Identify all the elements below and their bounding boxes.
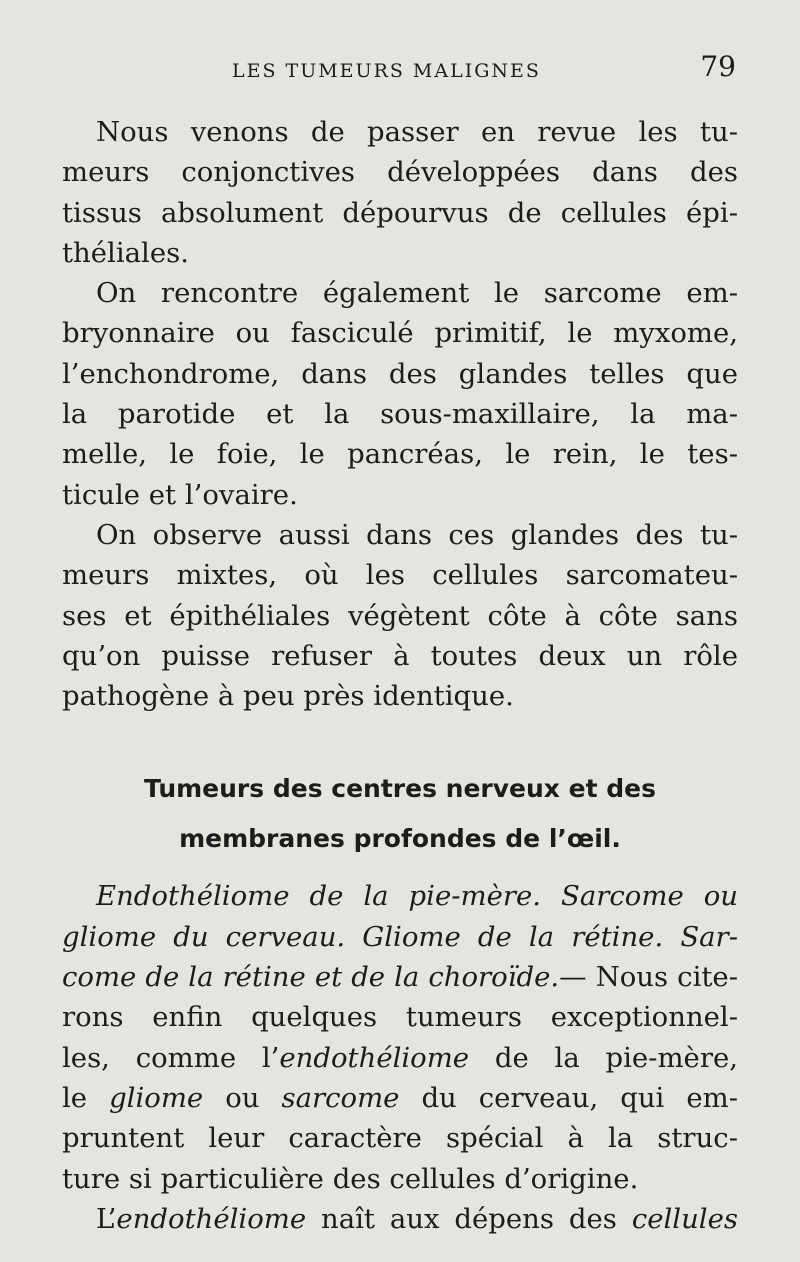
text-line: pathogène à peu près identique.	[62, 680, 514, 713]
text-line: On rencontre également le sarcome em-	[96, 277, 738, 310]
text-run: de la pie-mère,	[469, 1041, 738, 1074]
italic-run: endothéliome	[116, 1202, 307, 1235]
section-heading	[62, 764, 738, 864]
text-line: Nous venons de passer en revue les tu-	[96, 116, 738, 148]
text-line	[62, 957, 738, 997]
text-run: les, comme l’	[62, 1041, 280, 1074]
text-line: rons enfin quelques tumeurs exceptionnel-	[62, 1001, 738, 1034]
text-line: la parotide et la sous-maxillaire, la ma-	[62, 398, 738, 431]
text-run: naît aux dépens des	[306, 1202, 632, 1235]
text-line: meurs mixtes, où les cellules sarcomateu-	[62, 559, 738, 592]
page-body	[62, 112, 738, 1239]
text-run: du cerveau, qui em-	[399, 1081, 738, 1114]
page-number: 79	[700, 50, 736, 83]
text-line: On observe aussi dans ces glandes des tu-	[96, 518, 738, 551]
text-line: théliales.	[62, 236, 189, 269]
italic-run: gliome	[109, 1081, 204, 1114]
italic-run: endothéliome	[279, 1041, 470, 1074]
section-spacer	[62, 716, 738, 764]
text-line: l’enchondrome, dans des glandes telles que	[62, 357, 738, 390]
text-line: gliome du cerveau. Gliome de la rétine. Sar-	[62, 920, 738, 953]
text-line: ses et épithéliales végètent côte à côte sans	[62, 599, 738, 632]
text-line	[62, 1038, 738, 1078]
paragraph	[62, 515, 738, 716]
text-run: le	[62, 1081, 110, 1114]
paragraph	[62, 876, 738, 1198]
paragraph	[62, 273, 738, 515]
paragraph	[62, 112, 738, 273]
text-run: ou	[203, 1081, 282, 1114]
text-line: bryonnaire ou fasciculé primitif, le myxome,	[62, 317, 738, 350]
text-line: ticule et l’ovaire.	[62, 478, 298, 511]
italic-run: sarcome	[281, 1081, 400, 1114]
text-line: Endothéliome de la pie-mère. Sarcome ou	[96, 880, 738, 913]
text-run: L’	[96, 1202, 117, 1235]
text-line: tissus absolument dépourvus de cellules épi-	[62, 196, 738, 229]
text-line: melle, le foie, le pancréas, le rein, le tes-	[62, 438, 738, 471]
section-title-line: membranes profondes de l’œil.	[179, 824, 621, 854]
text-line: meurs conjonctives développées dans des	[62, 156, 738, 189]
text-line: ture si particulière des cellules d’origine.	[62, 1162, 639, 1195]
italic-run: come de la rétine et de la choroïde.	[62, 961, 560, 994]
heading-spacer	[62, 864, 738, 876]
paragraph	[62, 1199, 738, 1239]
section-title-line: Tumeurs des centres nerveux et des	[144, 774, 656, 804]
text-run: — Nous cite-	[559, 961, 738, 994]
italic-run: cellules	[631, 1202, 738, 1235]
text-line: qu’on puisse refuser à toutes deux un rôle	[62, 639, 738, 672]
text-line: pruntent leur caractère spécial à la struc-	[62, 1122, 738, 1155]
page-header	[62, 50, 738, 90]
text-line	[62, 1199, 738, 1239]
text-line	[62, 1078, 738, 1118]
running-head: LES TUMEURS MALIGNES	[232, 60, 541, 82]
